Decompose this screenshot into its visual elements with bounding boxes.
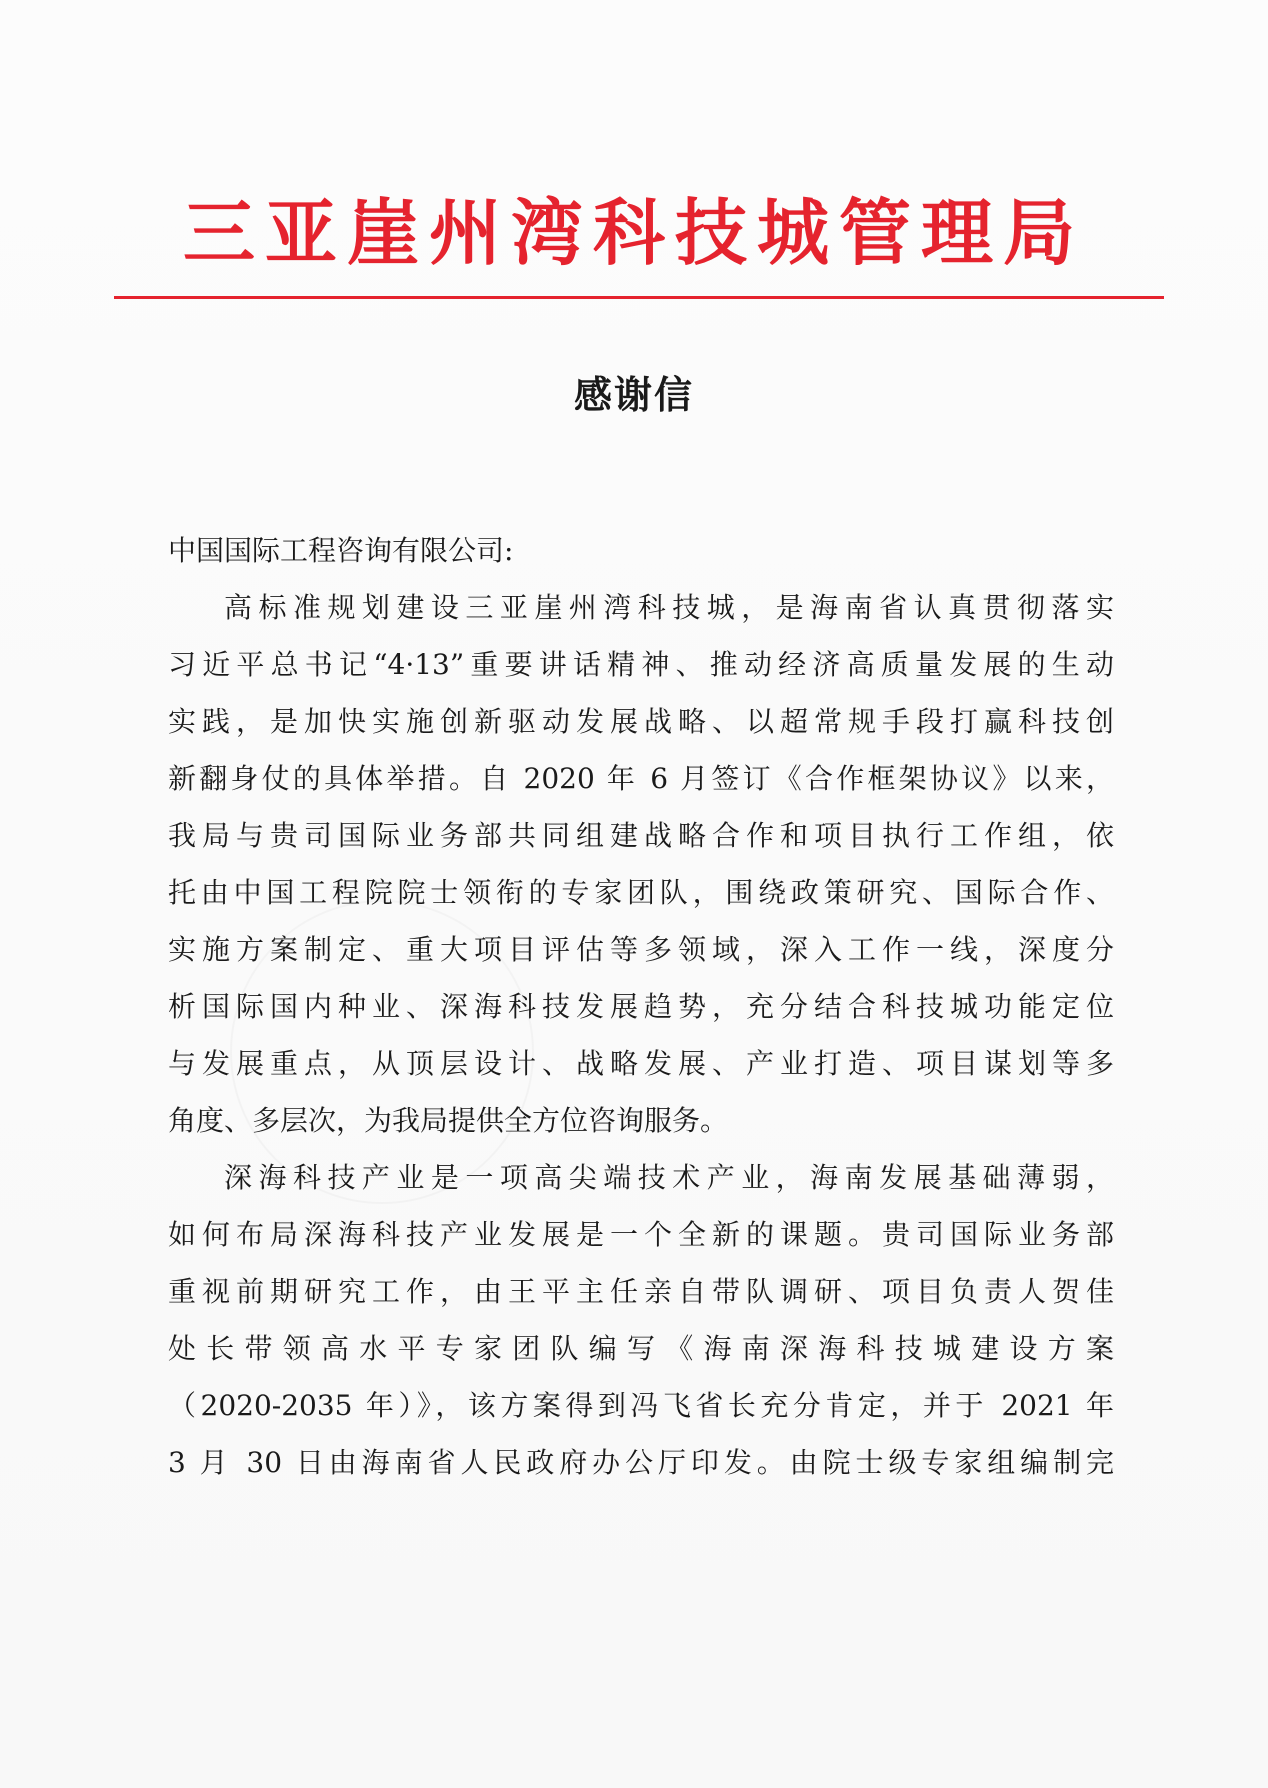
paragraph-2-line-4: 处长带领高水平专家团队编写《海南深海科技城建设方案 bbox=[168, 1332, 1114, 1365]
paragraph-1-line-9: 与发展重点，从顶层设计、战略发展、产业打造、项目谋划等多 bbox=[168, 1047, 1114, 1080]
document-title: 感谢信 bbox=[573, 372, 694, 417]
paragraph-2-line-6: 3 月 30 日由海南省人民政府办公厅印发。由院士级专家组编制完 bbox=[168, 1446, 1114, 1479]
paragraph-1-line-6: 托由中国工程院院士领衔的专家团队，围绕政策研究、国际合作、 bbox=[168, 876, 1114, 909]
paragraph-1-line-7: 实施方案制定、重大项目评估等多领域，深入工作一线，深度分 bbox=[168, 933, 1114, 966]
paragraph-2-line-1: 深海科技产业是一项高尖端技术产业，海南发展基础薄弱， bbox=[224, 1161, 1114, 1194]
letterhead-organization: 三亚崖州湾科技城管理局 bbox=[182, 191, 1085, 275]
paragraph-2-line-3: 重视前期研究工作，由王平主任亲自带队调研、项目负责人贺佳 bbox=[168, 1275, 1114, 1308]
paragraph-1-line-3: 实践，是加快实施创新驱动发展战略、以超常规手段打赢科技创 bbox=[168, 705, 1114, 738]
paragraph-1-line-2: 习近平总书记“4·13”重要讲话精神、推动经济高质量发展的生动 bbox=[168, 648, 1114, 681]
salutation: 中国国际工程咨询有限公司: bbox=[168, 534, 514, 567]
paragraph-1-line-8: 析国际国内种业、深海科技发展趋势，充分结合科技城功能定位 bbox=[168, 990, 1114, 1023]
paragraph-1-line-4: 新翻身仗的具体举措。自 2020 年 6 月签订《合作框架协议》以来， bbox=[168, 762, 1114, 795]
paragraph-1-line-10: 角度、多层次，为我局提供全方位咨询服务。 bbox=[168, 1104, 729, 1137]
paragraph-2-line-2: 如何布局深海科技产业发展是一个全新的课题。贵司国际业务部 bbox=[168, 1218, 1114, 1251]
paragraph-2-line-5: （2020-2035 年）》，该方案得到冯飞省长充分肯定，并于 2021 年 bbox=[168, 1389, 1114, 1422]
paragraph-1-line-1: 高标准规划建设三亚崖州湾科技城，是海南省认真贯彻落实 bbox=[224, 591, 1114, 624]
letterhead-red-rule bbox=[114, 296, 1164, 299]
paragraph-1-line-5: 我局与贵司国际业务部共同组建战略合作和项目执行工作组，依 bbox=[168, 819, 1114, 852]
